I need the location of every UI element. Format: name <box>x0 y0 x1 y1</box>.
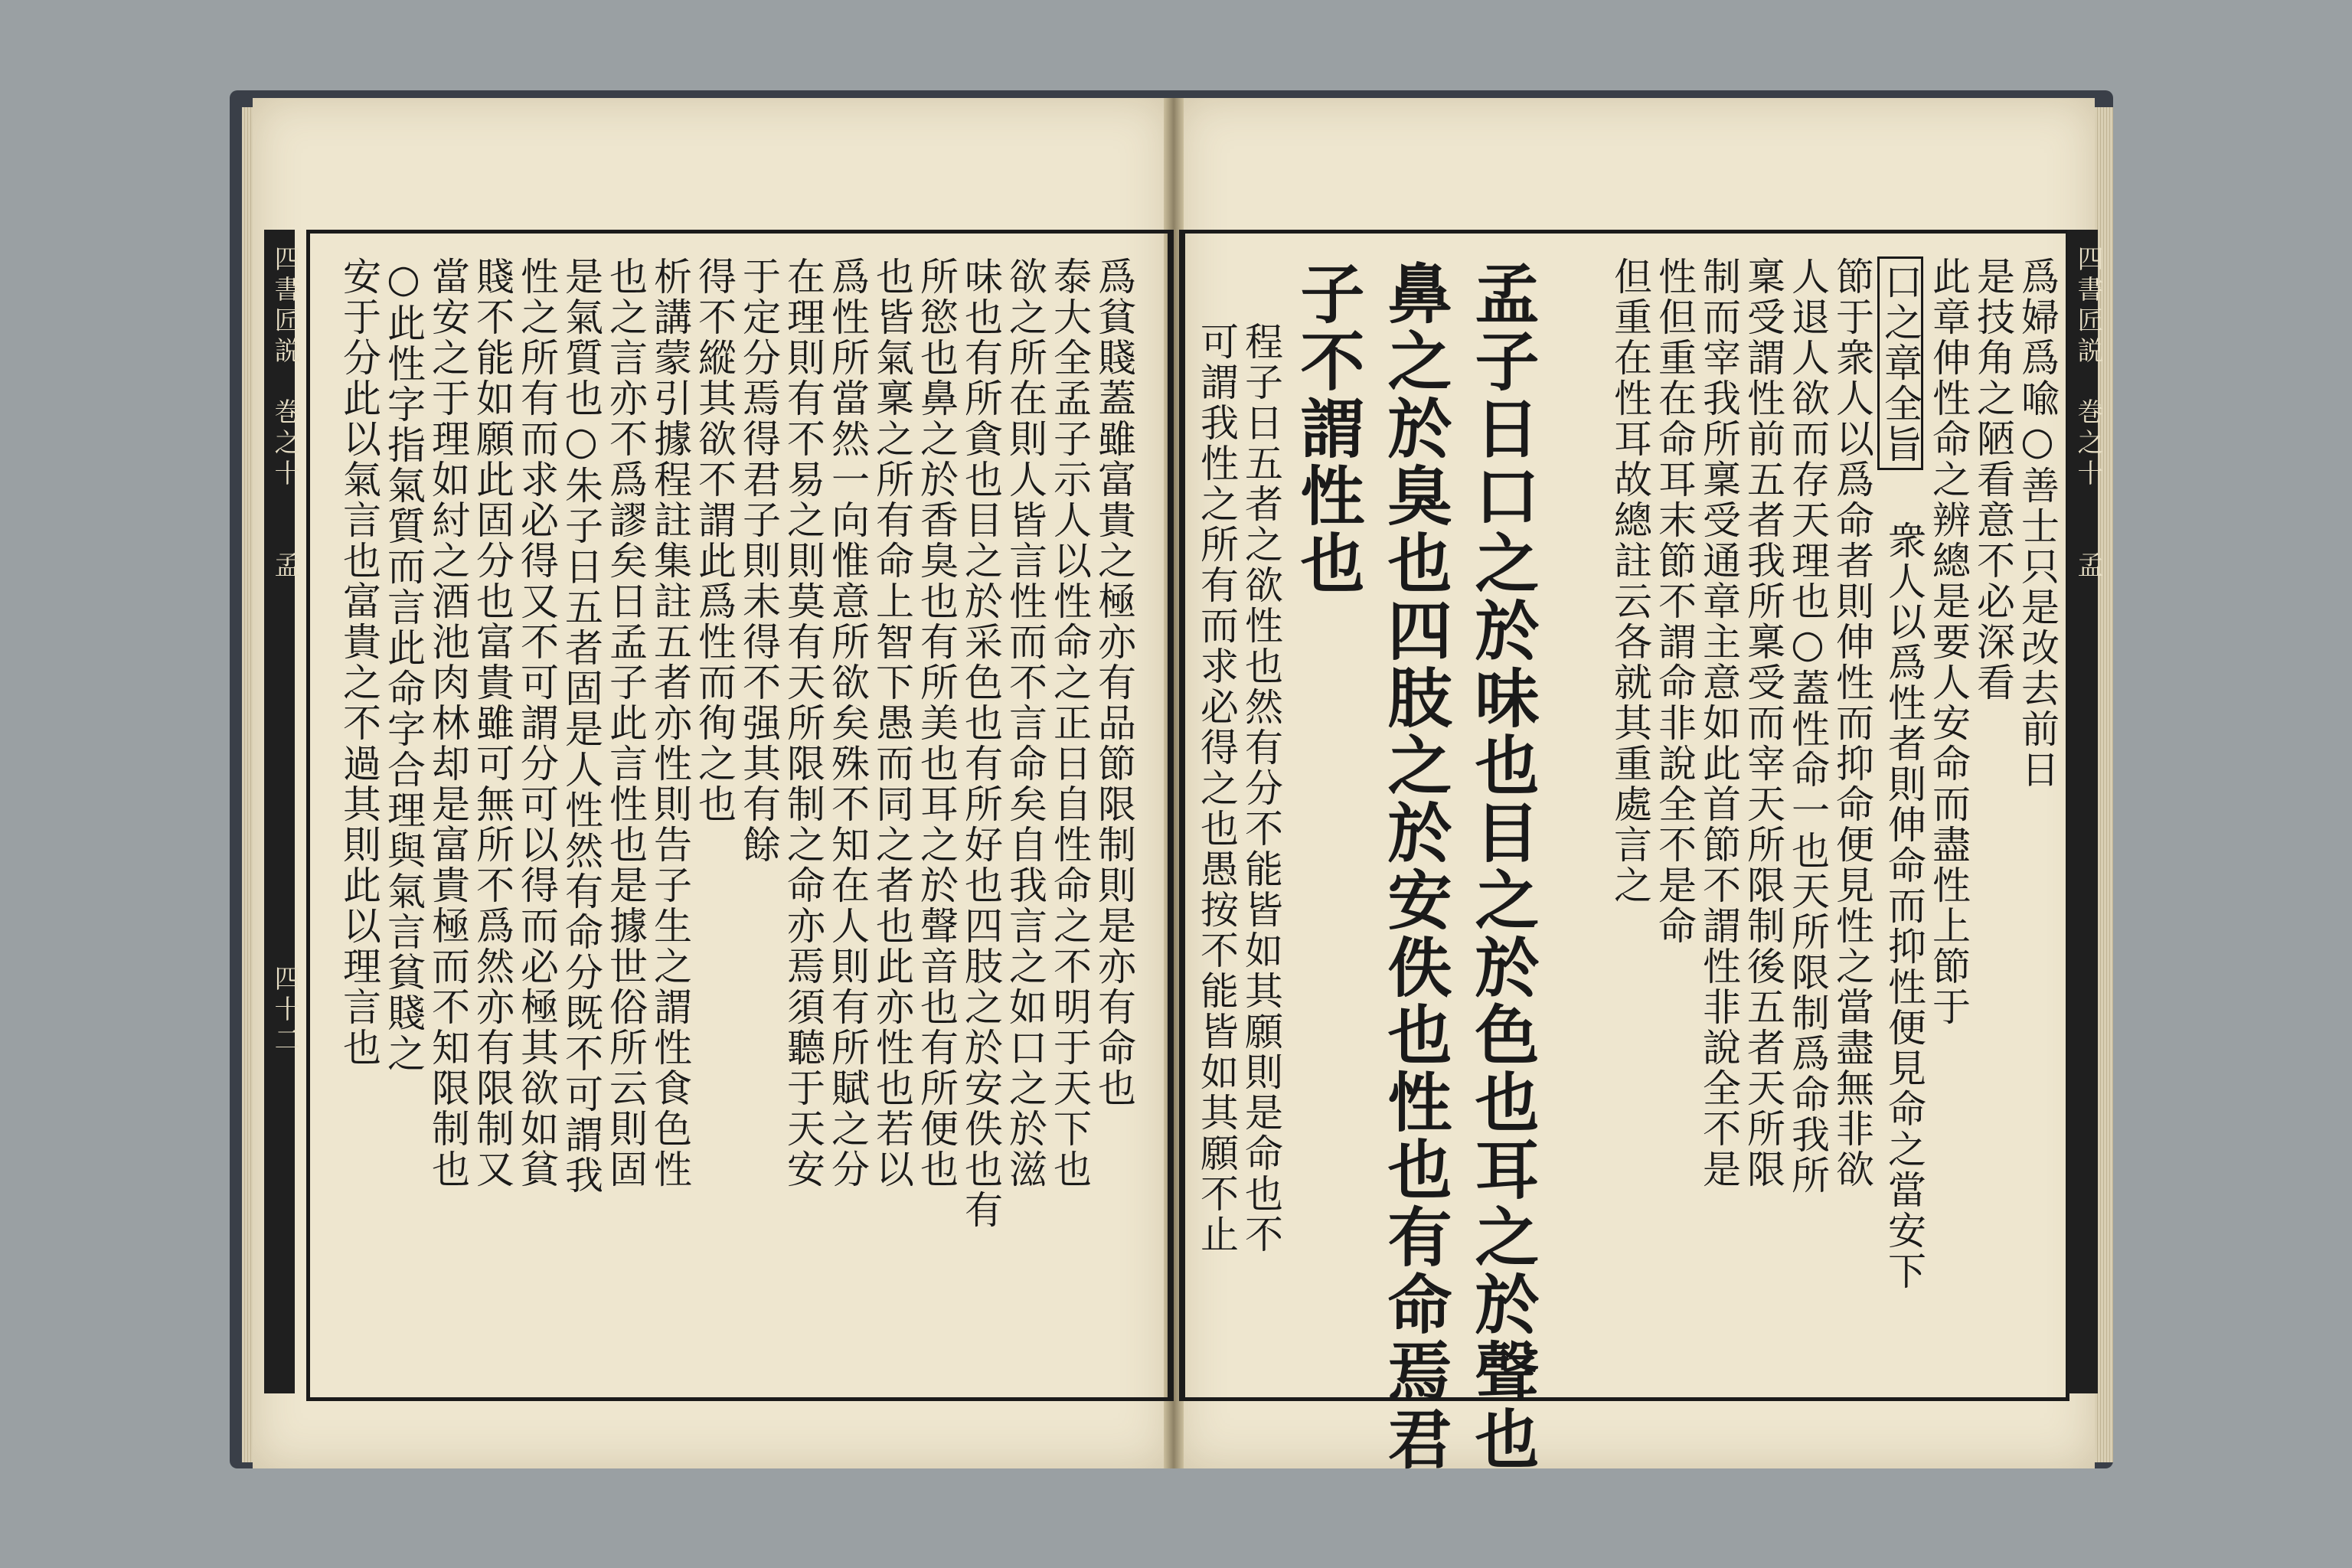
right-column: 節于衆人以爲命者則伸性而抑命便見性之當盡無非欲 <box>1830 256 1874 1190</box>
left-column: ○此性字指氣質而言此命字合理與氣言貧賤之 <box>381 256 426 1074</box>
left-column: 賤不能如願此固分也富貴雖可無所不爲然亦有限制又 <box>470 256 514 1190</box>
left-margin-title: 四書匠説 <box>270 245 300 368</box>
right-column: 爲婦爲喩○善士只是改去前日 <box>2015 256 2060 790</box>
left-column: 在理則有不易之則莫有天所限制之命亦焉須聽于天安 <box>781 256 825 1190</box>
right-column: 此章伸性命之辨總是要人安命而盡性上節于 <box>1926 256 1971 1027</box>
right-column: 但重在性耳故總註云各就其重處言之 <box>1608 256 1652 906</box>
right-column: 衆人以爲性者則伸命而抑性便見命之當安下 <box>1882 521 1926 1292</box>
left-column: 爲貧賤蓋雖富貴之極亦有品節限制則是亦有命也 <box>1092 256 1136 1109</box>
left-margin-volume: 巻之十 <box>270 398 300 490</box>
right-column: 人退人欲而存天理也○蓋性命一也天所限制爲命我所 <box>1785 256 1830 1196</box>
left-column: 安于分此以氣言也富貴之不過其則此以理言也 <box>337 256 381 1068</box>
left-column: 當安之于理如紂之酒池肉林却是富貴極而不知限制也 <box>426 256 470 1190</box>
left-column: 欲之所在則人皆言性而不言命矣自我言之如口之於滋 <box>1003 256 1047 1190</box>
left-column: 所慾也鼻之於香臭也有所美也耳之於聲音也有所便也 <box>914 256 959 1190</box>
left-column: 于定分焉得君子則未得不强其有餘 <box>737 256 781 865</box>
right-column: 制而宰我所稟受通章主意如此首節不謂性非說全不是 <box>1697 256 1741 1190</box>
left-column: 析講蒙引據程註集註五者亦性則告子生之謂性食色性 <box>648 256 692 1190</box>
main-text-column: 子不謂性也 <box>1290 260 1366 597</box>
right-margin-volume: 巻之十 <box>2073 398 2103 490</box>
right-column: 稟受謂性前五者我所稟受而宰天所限制後五者天所限 <box>1741 256 1785 1190</box>
left-column: 也之言亦不爲謬矣日孟子此言性也是據世俗所云則固 <box>603 256 648 1190</box>
right-column: 程子日五者之欲性也然有分不能皆如其願則是命也不 <box>1239 322 1283 1255</box>
left-column: 性之所有而求必得又不可謂分可以得而必極其欲如貧 <box>514 256 559 1190</box>
left-margin-section: 孟 <box>270 551 300 582</box>
right-column: 可謂我性之所有而求必得之也愚按不能皆如其願不止 <box>1194 322 1239 1255</box>
left-column: 得不縱其欲不謂此爲性而徇之也 <box>692 256 737 825</box>
left-margin-page: 四十二 <box>270 965 300 1057</box>
left-column: 也皆氣稟之所有命上智下愚而同之者也此亦性也若以 <box>870 256 914 1190</box>
left-column: 是氣質也○朱子日五者固是人性然有命分既不可謂我 <box>559 256 603 1196</box>
left-column: 味也有所貪也目之於采色也有所好也四肢之於安佚也有 <box>959 256 1003 1230</box>
main-text-column: 鼻之於臭也四肢之於安佚也性也有命焉君 <box>1377 260 1453 1473</box>
main-text-column: 孟子日口之於味也目之於色也耳之於聲也 <box>1465 260 1540 1473</box>
left-column: 泰大全孟子示人以性命之正日自性命之不明于天下也 <box>1047 256 1092 1190</box>
left-column: 爲性所當然一向惟意所欲矣殊不知在人則有所賦之分 <box>825 256 870 1190</box>
right-margin-section: 孟 <box>2073 551 2103 582</box>
right-margin-title: 四書匠説 <box>2073 245 2103 368</box>
right-column: 性但重在命耳末節不謂命非說全不是命 <box>1652 256 1697 946</box>
right-column: 是技角之陋看意不必深看 <box>1971 256 2015 703</box>
section-label: 口之章全旨 <box>1877 256 1923 470</box>
